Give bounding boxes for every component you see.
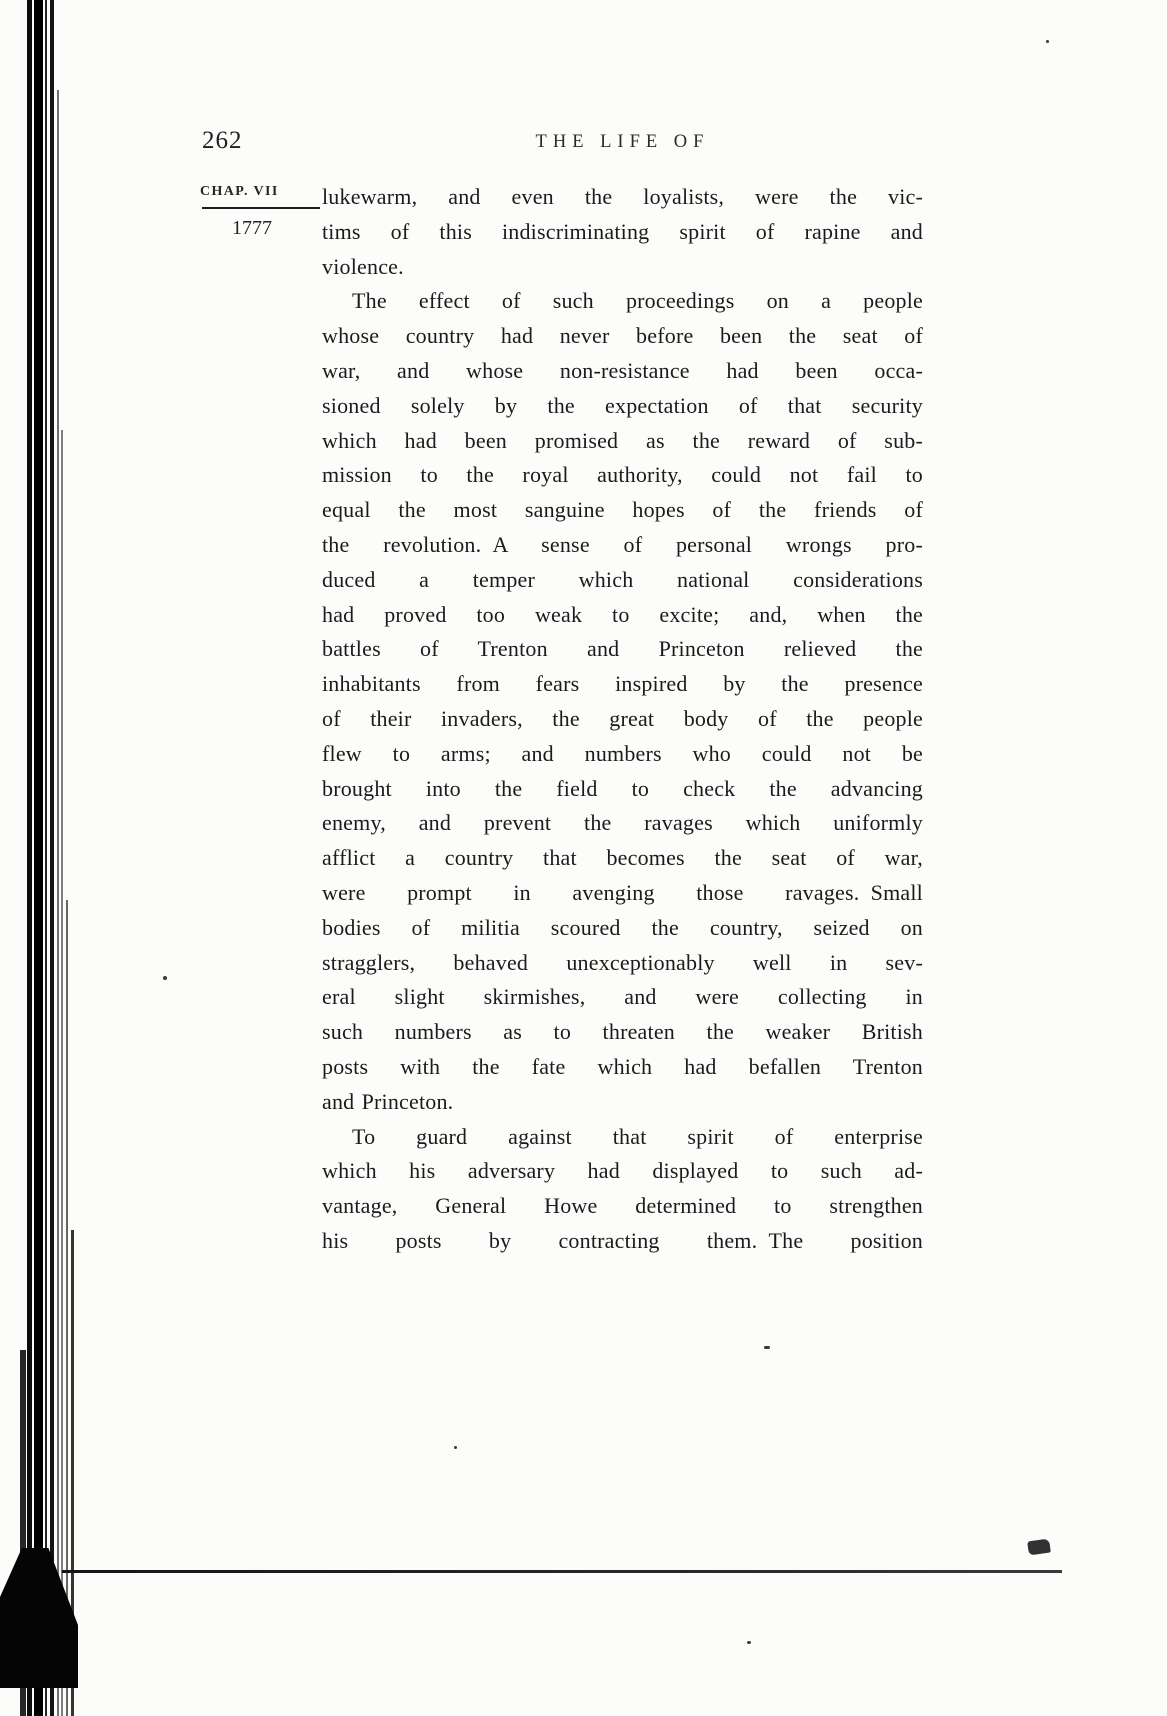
binding-stripe bbox=[50, 0, 54, 1716]
scan-speck bbox=[163, 976, 167, 980]
text-line: inhabitants from fears inspired by the presence bbox=[322, 671, 923, 697]
text-line: To guard against that spirit of enterprise bbox=[352, 1123, 923, 1149]
text-line: brought into the field to check the advancing bbox=[322, 775, 923, 801]
text-line: The effect of such proceedings on a people bbox=[352, 288, 923, 314]
chapter-label: CHAP. VII bbox=[200, 184, 279, 199]
text-line: duced a temper which national considerations bbox=[322, 566, 923, 592]
scan-speck bbox=[454, 1446, 457, 1449]
text-line: which had been promised as the reward of sub- bbox=[322, 427, 923, 453]
binding-stripe bbox=[45, 0, 47, 1716]
text-line: enemy, and prevent the ravages which uniformly bbox=[322, 810, 923, 836]
text-line: whose country had never before been the seat of bbox=[322, 323, 923, 349]
text-line: of their invaders, the great body of the people bbox=[322, 705, 923, 731]
text-line: equal the most sanguine hopes of the friends of bbox=[322, 497, 923, 523]
margin-rule bbox=[202, 207, 320, 209]
text-line: violence. bbox=[322, 253, 404, 279]
text-line: were prompt in avenging those ravages. Small bbox=[322, 879, 923, 905]
text-line: which his adversary had displayed to such ad- bbox=[322, 1158, 923, 1184]
text-line: his posts by contracting them. The position bbox=[322, 1227, 923, 1253]
binding-stripe bbox=[34, 0, 43, 1716]
text-line: battles of Trenton and Princeton relieved the bbox=[322, 636, 923, 662]
scan-ink-mark bbox=[1027, 1539, 1051, 1556]
page-edge-line bbox=[62, 1570, 1062, 1573]
text-line: and Princeton. bbox=[322, 1088, 454, 1114]
text-line: flew to arms; and numbers who could not be bbox=[322, 740, 923, 766]
text-line: stragglers, behaved unexceptionably well in sev- bbox=[322, 949, 923, 975]
text-line: posts with the fate which had befallen Trenton bbox=[322, 1053, 923, 1079]
text-line: eral slight skirmishes, and were collecting in bbox=[322, 984, 923, 1010]
binding-shadow bbox=[0, 0, 100, 1716]
body-text bbox=[322, 180, 923, 1259]
text-line: bodies of militia scoured the country, seized on bbox=[322, 914, 923, 940]
binding-stripe bbox=[66, 900, 68, 1716]
text-line: war, and whose non-resistance had been occa- bbox=[322, 357, 923, 383]
text-line: sioned solely by the expectation of that security bbox=[322, 392, 923, 418]
text-line: vantage, General Howe determined to strengthen bbox=[322, 1193, 923, 1219]
binding-stripe bbox=[57, 90, 59, 1716]
page-number: 262 bbox=[202, 127, 243, 154]
text-line: tims of this indiscriminating spirit of rapine and bbox=[322, 218, 923, 244]
binding-stripe bbox=[27, 0, 32, 1716]
text-line: such numbers as to threaten the weaker British bbox=[322, 1019, 923, 1045]
margin-notes bbox=[200, 184, 322, 240]
text-line: mission to the royal authority, could not fail to bbox=[322, 462, 923, 488]
text-line: the revolution. A sense of personal wrongs pro- bbox=[322, 531, 923, 557]
year-label: 1777 bbox=[232, 217, 272, 239]
scan-speck bbox=[1046, 40, 1049, 43]
text-line: lukewarm, and even the loyalists, were the vic- bbox=[322, 184, 923, 209]
scan-speck bbox=[764, 1346, 770, 1349]
text-line: afflict a country that becomes the seat of war, bbox=[322, 845, 923, 871]
binding-stripe bbox=[61, 430, 63, 1716]
scan-speck bbox=[747, 1641, 751, 1644]
running-header: THE LIFE OF bbox=[535, 132, 710, 152]
text-line: had proved too weak to excite; and, when the bbox=[322, 601, 923, 627]
